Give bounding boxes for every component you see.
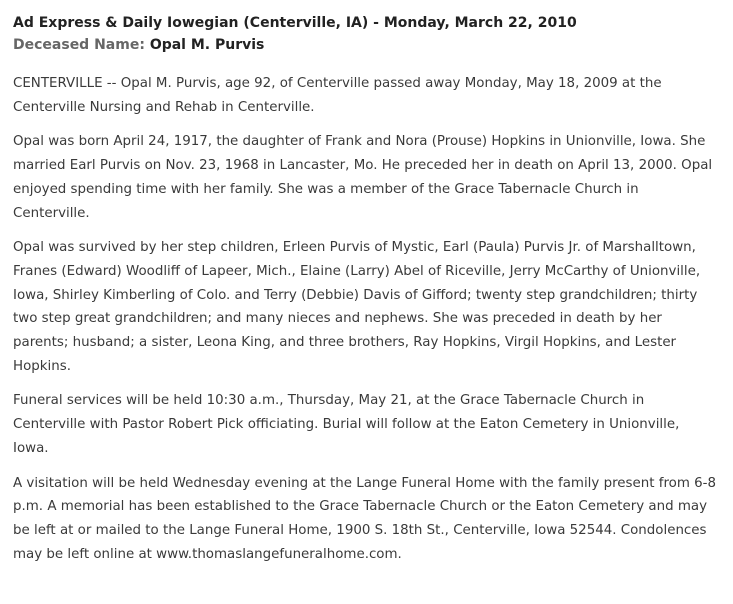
paragraph-4: Funeral services will be held 10:30 a.m., Thursday, May 21, at the Grace Tabernacle Church in Centerville with Pastor Robert Pick officiating. Burial will follow at the Eaton Cemetery in Unionville, Iowa. [13,393,680,456]
paragraph-5: A visitation will be held Wednesday evening at the Lange Funeral Home with the family present from 6-8 p.m. A memorial has been established to the Grace Tabernacle Church or the Eaton Cemetery and may be left at or mailed to the Lange Funeral Home, 1900 S. 18th St., Centerville, Iowa 52544. Condolences may be left online at www.thomaslangefuneralhome.com. [13,475,717,562]
publication-line [13,12,719,34]
publication-date: Monday, March 22, 2010 [383,15,577,31]
paragraph-3: Opal was survived by her step children, Erleen Purvis of Mystic, Earl (Paula) Purvis Jr. of Marshalltown, Franes (Edward) Woodliff of Lapeer, Mich., Elaine (Larry) Abel of Riceville, Jerry McCarthy of Unionville, Iowa, Shirley Kimberling of Colo. and Terry (Debbie) Davis of Gifford; twenty step grandchildren; thirty two step great grandchildren; and many nieces and nephews. She was preceded in death by her parents; husband; a sister, Leona King, and three brothers, Ray Hopkins, Virgil Hopkins, and Lester Hopkins. [13,240,701,374]
deceased-label: Deceased Name: [13,37,145,53]
deceased-line [13,34,719,56]
paragraph-1: CENTERVILLE -- Opal M. Purvis, age 92, of Centerville passed away Monday, May 18, 2009 at the Centerville Nursing and Rehab in Centerville. [13,76,662,115]
paragraph-2: Opal was born April 24, 1917, the daughter of Frank and Nora (Prouse) Hopkins in Unionville, Iowa. She married Earl Purvis on Nov. 23, 1968 in Lancaster, Mo. He preceded her in death on April 13, 2000. Opal enjoyed spending time with her family. She was a member of the Grace Tabernacle Church in Centerville. [13,134,713,221]
deceased-name: Opal M. Purvis [149,37,265,53]
header-separator: - [368,15,384,31]
publication-name: Ad Express & Daily Iowegian (Centerville, IA) [13,15,369,31]
obituary-text [13,72,719,566]
